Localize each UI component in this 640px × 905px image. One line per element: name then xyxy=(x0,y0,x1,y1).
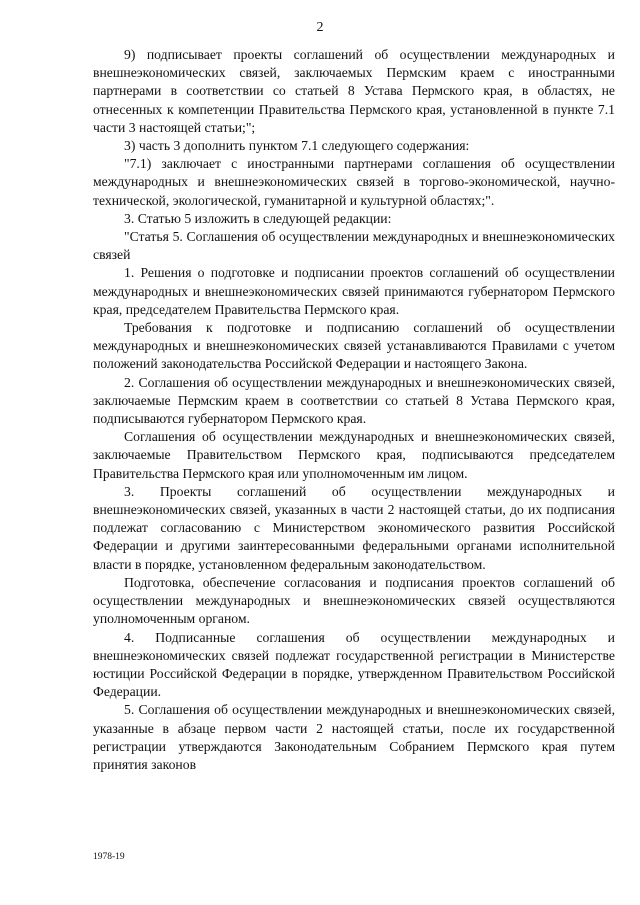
paragraph: "Статья 5. Соглашения об осуществлении международных и внешнеэкономических связей xyxy=(93,229,615,263)
paragraph: Подготовка, обеспечение согласования и подписания проектов соглашений об осуществлении международных и внешнеэкономических связей осуществляются уполномоченным органом. xyxy=(93,574,615,627)
paragraph: 5. Соглашения об осуществлении международных и внешнеэкономических связей, указанные в абзаце первом части 2 настоящей статьи, после их государственной регистрации утверждаются Законодательным Собранием Пермского края путем принятия законов xyxy=(93,702,615,772)
document-body xyxy=(93,46,615,774)
paragraph: 1. Решения о подготовке и подписании проектов соглашений об осуществлении международных и внешнеэкономических связей принимаются губернатором Пермского края, председателем Правительства Пермского края. xyxy=(93,265,615,317)
document-code: 1978-19 xyxy=(93,852,125,862)
paragraph: 2. Соглашения об осуществлении международных и внешнеэкономических связей, заключаемые Пермским краем в соответствии со статьей 8 Устава Пермского края, подписываются губернатором Пермского края. xyxy=(93,374,615,427)
paragraph: 4. Подписанные соглашения об осуществлении международных и внешнеэкономических связей подлежат государственной регистрации в Министерстве юстиции Российской Федерации в порядке, утвержденном Правительством Российской Федерации. xyxy=(93,629,615,700)
paragraph: 3. Проекты соглашений об осуществлении международных и внешнеэкономических связей, указанных в части 2 настоящей статьи, до их подписания подлежат согласованию с Министерством экономического развития Российской Федерации и другими заинтересованными федеральными органами исполнительной власти в порядке, установленном федеральным законодательством. xyxy=(93,483,615,572)
paragraph: "7.1) заключает с иностранными партнерами соглашения об осуществлении международных и внешнеэкономических связей в торгово-экономической, научно-технической, экологической, гуманитарной и культурной областях;". xyxy=(93,156,615,208)
paragraph: Требования к подготовке и подписанию соглашений об осуществлении международных и внешнеэкономических связей устанавливаются Правилами с учетом положений законодательства Российской Федерации и настоящего Закона. xyxy=(93,320,615,372)
paragraph: 3. Статью 5 изложить в следующей редакции: xyxy=(124,210,392,226)
paragraph: 9) подписывает проекты соглашений об осуществлении международных и внешнеэкономических связей, заключаемых Пермским краем с иностранными партнерами в соответствии со статьей 8 Устава Пермского края, в областях, не отнесенных к компетенции Правительства Пермского края, установленной в пункте 7.1 части 3 настоящей статьи;"; xyxy=(93,47,615,135)
page-number: 2 xyxy=(316,20,324,35)
paragraph: Соглашения об осуществлении международных и внешнеэкономических связей, заключаемые Правительством Пермского края, подписываются председателем Правительства Пермского края или уполномоченным им лицом. xyxy=(93,429,615,481)
paragraph: 3) часть 3 дополнить пунктом 7.1 следующего содержания: xyxy=(124,138,470,154)
